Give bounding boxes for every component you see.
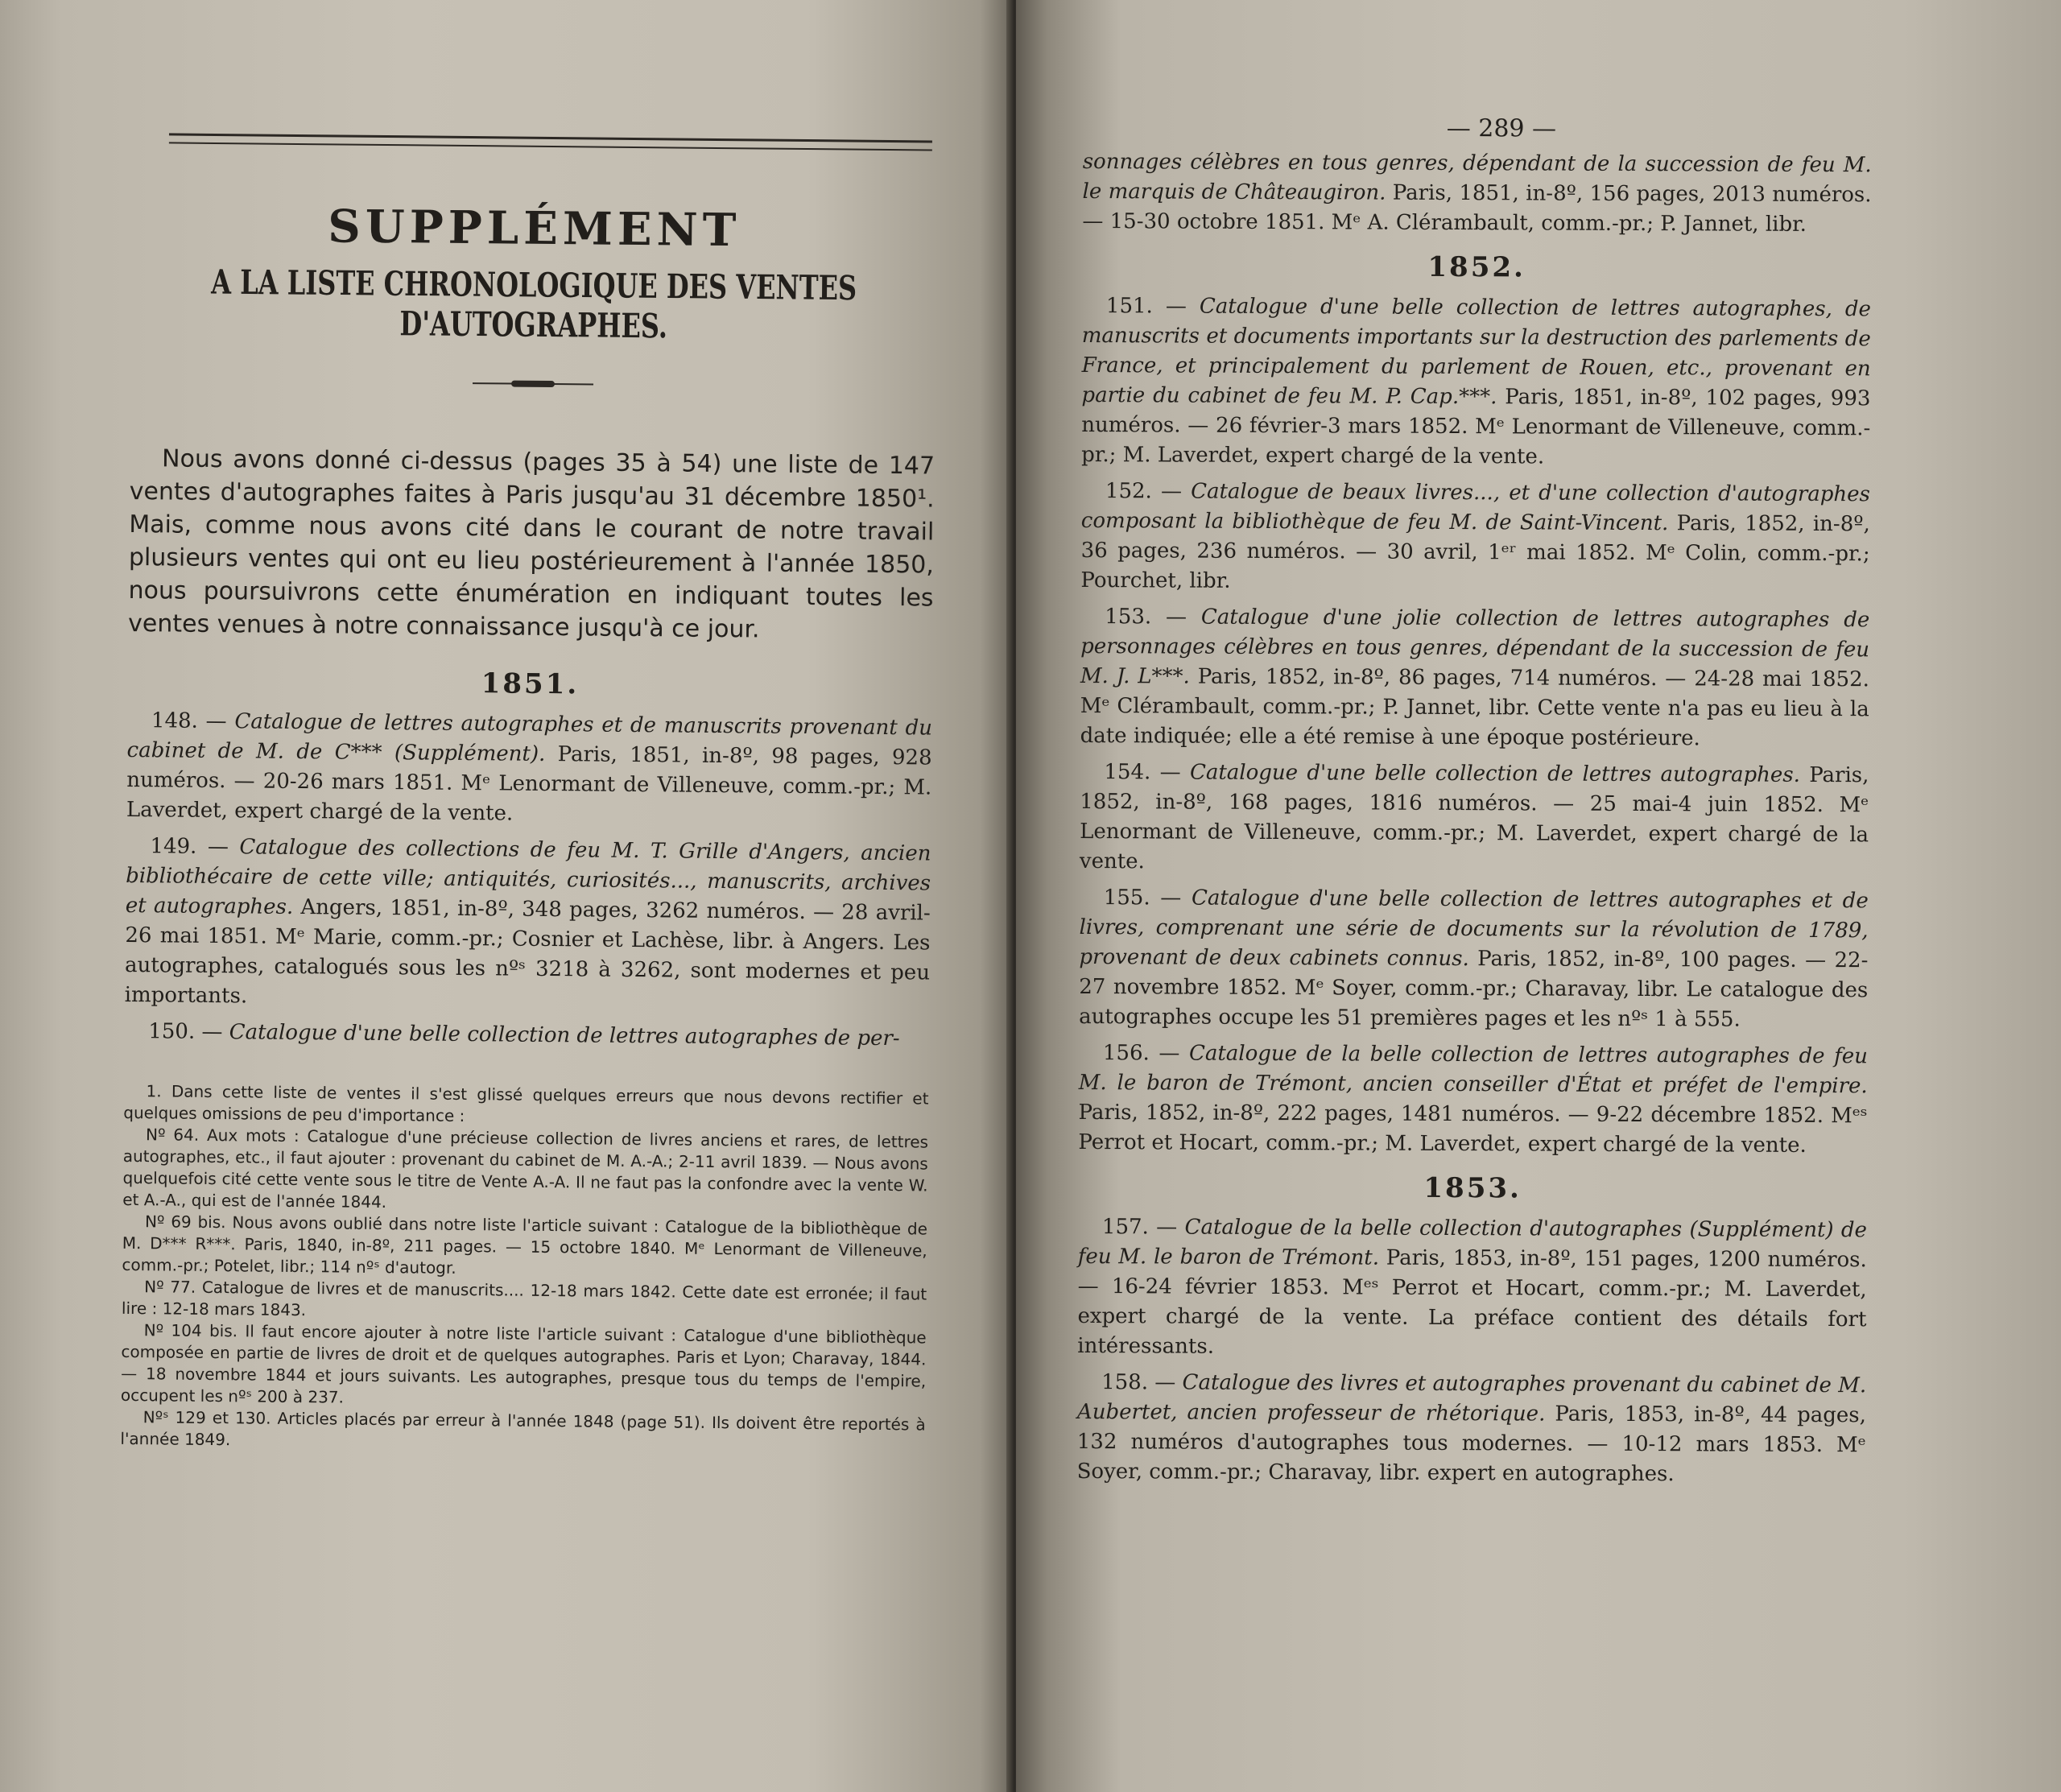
entry-details: Paris, 1852, in-8º, 100 pages. — 22-27 novembre 1852. Mᵉ Soyer, comm.-pr.; Charavay, libr. Le catalogue des autographes occupe les 51 premières pages et les nºˢ 1 à 555. bbox=[1079, 947, 1869, 1032]
entry-154 bbox=[1080, 758, 1869, 880]
entry-151 bbox=[1081, 291, 1871, 473]
entry-153 bbox=[1080, 602, 1870, 754]
entry-details: Paris, 1853, in-8º, 44 pages, 132 numéros d'autographes tous modernes. — 10-12 mars 1853. Mᵉ Soyer, comm.-pr.; Charavay, libr. expert en autographes. bbox=[1076, 1402, 1867, 1487]
entry-title: Catalogue des livres et autographes provenant du cabinet de M. Aubertet, ancien professeur de rhétorique. bbox=[1076, 1370, 1867, 1427]
year-heading-1851: 1851. bbox=[481, 667, 580, 701]
entry-title: Catalogue d'une jolie collection de lettres autographes de personnages célèbres en tous genres, dépendant de la succession de feu M. J. L***. bbox=[1080, 605, 1870, 689]
entry-title: Catalogue de beaux livres..., et d'une collection d'autographes composant la bibliothèque de feu M. de Saint-Vincent. bbox=[1080, 479, 1871, 536]
entry-number: 152. — bbox=[1105, 479, 1192, 504]
entry-157 bbox=[1077, 1212, 1867, 1365]
entry-title: Catalogue d'une belle collection de lettres autographes. bbox=[1189, 760, 1800, 787]
entry-number: 156. — bbox=[1102, 1041, 1190, 1066]
entry-details: Angers, 1851, in-8º, 348 pages, 3262 numéros. — 28 avril-26 mai 1851. Mᵉ Marie, comm.-pr.; Cosnier et Lachèse, libr. à Angers. Les autographes, catalogués sous les nºˢ 3218 à 3262, sont modernes et peu importants. bbox=[124, 894, 931, 1009]
entry-number: 149. — bbox=[150, 834, 240, 860]
footnote: Nº 69 bis. Nous avons oublié dans notre liste l'article suivant : Catalogue de la bibliothèque de M. D*** R***. Paris, 1840, in-8º, 211 pages. — 15 octobre 1840. Mᵉ Lenormant de Villeneuve, comm.-pr.; Potelet, libr.; 114 nºˢ d'autogr. bbox=[122, 1212, 928, 1278]
entry-title: Catalogue de lettres autographes et de manuscrits provenant du cabinet de M. de C*** (Supplément). bbox=[126, 709, 933, 766]
entries-1851 bbox=[124, 706, 932, 1055]
year-heading-1853: 1853. bbox=[1423, 1171, 1522, 1205]
entry-number: 158. — bbox=[1101, 1370, 1183, 1395]
entry-title: sonnages célèbres en tous genres, dépendant de la succession de feu M. le marquis de Châteaugiron. bbox=[1082, 149, 1872, 205]
left-page-content bbox=[120, 133, 938, 1458]
left-page bbox=[0, 0, 1010, 1792]
footnote: 1. Dans cette liste de ventes il s'est glissé quelques erreurs que nous devons rectifier et quelques omissions de peu d'importance : bbox=[123, 1081, 929, 1126]
entry-title: Catalogue de la belle collection d'autographes (Supplément) de feu M. le baron de Trémont. bbox=[1077, 1215, 1868, 1270]
entry-details: Paris, 1851, in-8º, 98 pages, 928 numéros. — 20-26 mars 1851. Mᵉ Lenormant de Villeneuve, comm.-pr.; M. Laverdet, expert chargé de la vente. bbox=[126, 741, 932, 826]
entry-number: 150. — bbox=[148, 1019, 229, 1045]
entry-152 bbox=[1080, 477, 1870, 599]
footnote: Nº 77. Catalogue de livres et de manuscrits.... 12-18 mars 1842. Cette date est erronée; il faut lire : 12-18 mars 1843. bbox=[121, 1277, 927, 1320]
entry-details: Paris, 1851, in-8º, 156 pages, 2013 numéros. — 15-30 octobre 1851. Mᵉ A. Clérambault, comm.-pr.; P. Jannet, libr. bbox=[1082, 180, 1872, 237]
entry-156 bbox=[1078, 1038, 1868, 1161]
intro-paragraph: Nous avons donné ci-dessus (pages 35 à 54) une liste de 147 ventes d'autographes faites à Paris jusqu'au 31 décembre 1850¹. Mais, comme nous avons cité dans le courant de notre travail plusieurs ventes qui ont eu lieu postérieurement à l'année 1850, nous poursuivrons cette énumération en indiquant toutes les ventes venues à notre connaissance jusqu'à ce jour. bbox=[127, 444, 936, 644]
entry-number: 155. — bbox=[1103, 886, 1192, 910]
double-rule bbox=[169, 133, 932, 151]
ornament-divider bbox=[473, 379, 593, 388]
footnote: Nº 64. Aux mots : Catalogue d'une précieuse collection de livres anciens et rares, de lettres autographes, etc., il faut ajouter : provenant du cabinet de M. A.-A.; 2-11 avril 1839. — Nous avons quelquefois cité cette vente sous le titre de Vente A.-A. Il ne faut pas la confondre avec la vente W. et A.-A., qui est de l'année 1844. bbox=[122, 1125, 929, 1212]
entry-155 bbox=[1079, 883, 1869, 1035]
entry-158 bbox=[1077, 1368, 1867, 1490]
entry-number: 151. — bbox=[1105, 294, 1200, 319]
entry-148 bbox=[126, 706, 932, 833]
entry-details: Paris, 1852, in-8º, 86 pages, 714 numéros. — 24-28 mai 1852. Mᵉ Clérambault, comm.-pr.; P. Jannet, libr. Cette vente n'a pas eu lieu à la date indiquée; elle a été remise à une époque postérieure. bbox=[1080, 664, 1869, 751]
right-page-content bbox=[1077, 113, 1872, 1497]
entry-number: 154. — bbox=[1104, 760, 1191, 785]
entry-number: 157. — bbox=[1101, 1215, 1185, 1240]
footnote: Nºˢ 129 et 130. Articles placés par erreur à l'année 1848 (page 51). Ils doivent être reportés à l'année 1849. bbox=[120, 1407, 926, 1450]
entry-149 bbox=[125, 832, 931, 1018]
supplement-title: SUPPLÉMENT bbox=[328, 200, 741, 258]
entry-details: Paris, 1852, in-8º, 36 pages, 236 numéros. — 30 avril, 1ᵉʳ mai 1852. Mᵉ Colin, comm.-pr.; Pourchet, libr. bbox=[1080, 511, 1870, 593]
entry-title: Catalogue d'une belle collection de lettres autographes, de manuscrits et documents importants sur la destruction des parlements de France, et principalement du parlement de Rouen, etc., provenant en partie du cabinet de feu M. P. Cap.***. bbox=[1081, 294, 1872, 410]
entry-details: Paris, 1852, in-8º, 168 pages, 1816 numéros. — 25 mai-4 juin 1852. Mᵉ Lenormant de Villeneuve, comm.-pr.; M. Laverdet, expert chargé de la vente. bbox=[1079, 762, 1869, 874]
entry-number: 153. — bbox=[1105, 605, 1201, 630]
entry-150 bbox=[124, 1017, 929, 1055]
footnotes bbox=[120, 1080, 928, 1458]
entry-number: 148. — bbox=[151, 708, 235, 734]
entry-150-continuation bbox=[1082, 147, 1871, 240]
entry-title: Catalogue des collections de feu M. T. Grille d'Angers, ancien bibliothécaire de cette ville; antiquités, curiosités..., manuscrits, archives et autographes. bbox=[125, 835, 931, 919]
entry-title: Catalogue d'une belle collection de lettres autographes de per- bbox=[229, 1020, 900, 1051]
entry-details: Paris, 1852, in-8º, 222 pages, 1481 numéros. — 9-22 décembre 1852. Mᵉˢ Perrot et Hocart, comm.-pr.; M. Laverdet, expert chargé de la vente. bbox=[1078, 1100, 1868, 1158]
supplement-subtitle: A LA LISTE CHRONOLOGIQUE DES VENTES D'AUTOGRAPHES. bbox=[211, 262, 857, 346]
entry-title: Catalogue d'une belle collection de lettres autographes et de livres, comprenant une série de documents sur la révolution de 1789, provenant de deux cabinets connus. bbox=[1079, 886, 1869, 972]
entry-details: Paris, 1851, in-8º, 102 pages, 993 numéros. — 26 février-3 mars 1852. Mᵉ Lenormant de Villeneuve, comm.-pr.; M. Laverdet, expert chargé de la vente. bbox=[1081, 385, 1871, 469]
footnote: Nº 104 bis. Il faut encore ajouter à notre liste l'article suivant : Catalogue d'une bibliothèque composée en partie de livres de droit et de quelques autographes. Paris et Lyon; Charavay, 1844. — 18 novembre 1844 et jours suivants. Les autographes, presque tous du temps de l'empire, occupent les nºˢ 200 à 237. bbox=[120, 1320, 927, 1407]
entry-title: Catalogue de la belle collection de lettres autographes de feu M. le baron de Trémont, ancien conseiller d'État et préfet de l'empire. bbox=[1078, 1041, 1868, 1099]
page-number: — 289 — bbox=[1446, 114, 1557, 143]
year-heading-1852: 1852. bbox=[1427, 250, 1526, 284]
entry-details: Paris, 1853, in-8º, 151 pages, 1200 numéros. — 16-24 février 1853. Mᵉˢ Perrot et Hocart, comm.-pr.; M. Laverdet, expert chargé de la vente. La préface contient des détails fort intéressants. bbox=[1077, 1245, 1867, 1359]
